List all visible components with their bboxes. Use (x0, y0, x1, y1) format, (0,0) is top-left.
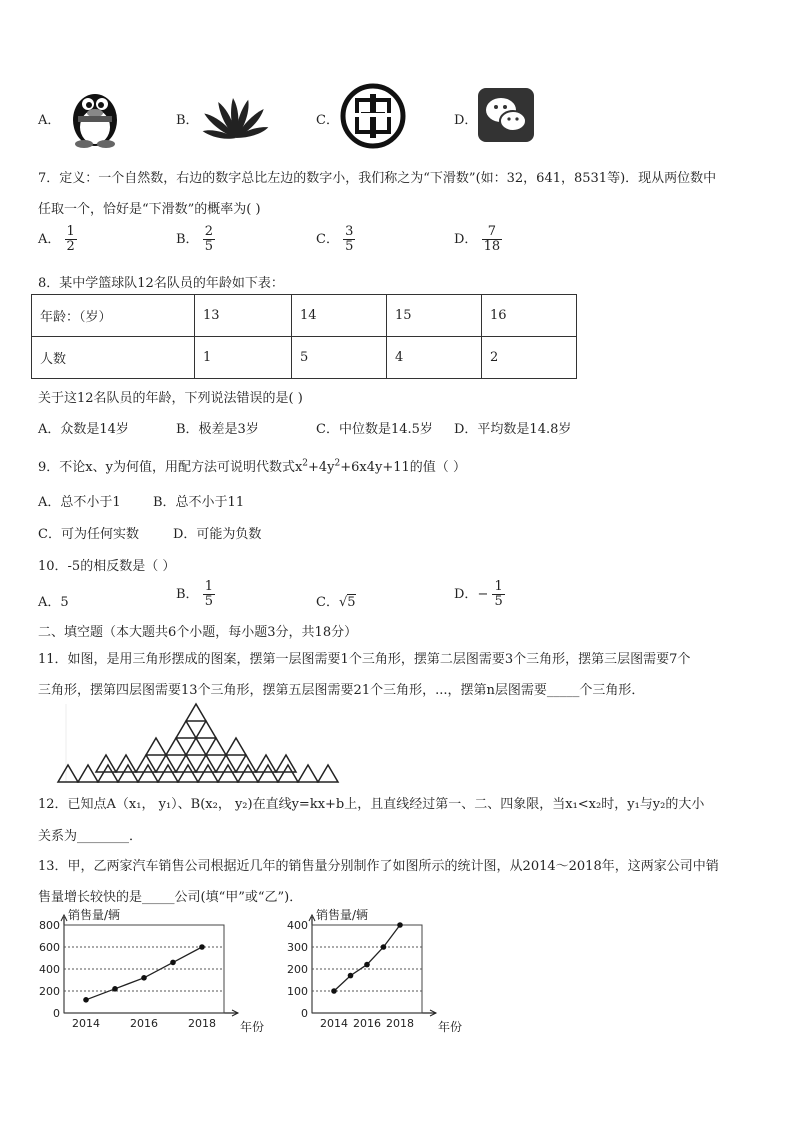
q7-option-d-letter: D． (454, 232, 478, 247)
triangle-pattern-figure (56, 704, 338, 782)
icbc-bank-icon (340, 83, 406, 149)
fraction-den: 5 (204, 594, 213, 609)
fraction-den: 5 (204, 239, 213, 254)
data-point (112, 986, 118, 992)
table-cell: 2 (482, 337, 577, 379)
y-tick-label: 300 (287, 941, 308, 954)
x-tick-label: 2016 (130, 1017, 158, 1030)
table-cell: 13 (195, 295, 292, 337)
q8-question: 关于这12名队员的年龄，下列说法错误的是( ) (38, 391, 303, 406)
q9-stem (38, 456, 466, 475)
y-tick-label: 200 (39, 985, 60, 998)
fraction-num: 3 (345, 224, 354, 239)
triangle (298, 765, 318, 782)
q9-option-a: A．总不小于1 (38, 495, 121, 510)
triangle (98, 765, 118, 782)
superscript: 2 (302, 458, 309, 469)
q10-stem: 10．-5的相反数是（ ） (38, 559, 176, 574)
x-tick-label: 2014 (320, 1017, 348, 1030)
q10-option-c (316, 591, 356, 610)
triangle (178, 765, 198, 782)
data-point (170, 960, 176, 966)
fraction (492, 580, 504, 609)
table-cell: 年龄：（岁） (32, 295, 195, 337)
triangle (258, 765, 278, 782)
triangle (176, 721, 196, 738)
x-tick-label: 2018 (188, 1017, 216, 1030)
q8-option-d: D．平均数是14.8岁 (454, 422, 572, 437)
q9-option-c: C．可为任何实数 (38, 527, 139, 542)
fraction-den: 5 (494, 594, 503, 609)
triangle (318, 765, 338, 782)
y-tick-label: 400 (287, 919, 308, 932)
wechat-icon (478, 88, 534, 142)
triangle (238, 765, 258, 782)
q8-option-b: B．极差是3岁 (176, 422, 259, 437)
table-cell: 5 (292, 337, 387, 379)
y-axis-label: 销售量/辆 (316, 908, 369, 922)
q6-option-d-letter: D． (454, 113, 478, 128)
x-tick-label: 2018 (386, 1017, 414, 1030)
radicand: 5 (347, 595, 356, 610)
q13-line2: 售量增长较快的是_____公司(填“甲”或“乙”)． (38, 890, 303, 905)
x-axis-label: 年份 (438, 1020, 463, 1034)
q12-line1: 12．已知点A（x₁， y₁）、B(x₂， y₂)在直线y=kx+b上，且直线经过第一、二、四象限，当x₁<x₂时，y₁与y₂的大小 (38, 797, 705, 812)
q10-option-d-letter: D． (454, 587, 478, 602)
triangle (58, 765, 78, 782)
triangle (278, 765, 298, 782)
q7-option-b-letter: B． (176, 232, 199, 247)
triangle (196, 721, 216, 738)
q12-line2: 关系为________． (38, 829, 143, 844)
q8-stem: 8．某中学篮球队12名队员的年龄如下表： (38, 276, 284, 291)
x-axis-label: 年份 (240, 1020, 265, 1034)
table-cell: 1 (195, 337, 292, 379)
q7-option-c-letter: C． (316, 232, 339, 247)
x-tick-label: 2014 (72, 1017, 100, 1030)
q9-option-d: D．可能为负数 (173, 527, 262, 542)
superscript: 2 (334, 458, 341, 469)
y-tick-label: 0 (301, 1007, 308, 1020)
data-point (381, 944, 387, 950)
q6-option-c-letter: C． (316, 113, 339, 128)
triangle (226, 738, 246, 755)
fraction-num: 1 (204, 579, 213, 594)
fraction-den: 18 (483, 239, 501, 254)
series-line (86, 947, 202, 1000)
y-axis-label: 销售量/辆 (68, 908, 121, 922)
series-line (334, 925, 400, 991)
x-tick-label: 2016 (353, 1017, 381, 1030)
table-cell: 4 (387, 337, 482, 379)
table-cell: 15 (387, 295, 482, 337)
fraction-num: 1 (66, 224, 75, 239)
q10-option-c-letter: C． (316, 595, 339, 610)
fraction (203, 580, 215, 609)
y-tick-label: 400 (39, 963, 60, 976)
triangle (218, 765, 238, 782)
q6-option-b-letter: B． (176, 113, 199, 128)
triangle (186, 738, 206, 755)
q7-option-a-letter: A． (38, 232, 61, 247)
triangle (206, 738, 226, 755)
q13-line1: 13．甲，乙两家汽车销售公司根据近几年的销售量分别制作了如图所示的统计图，从2014～2018年，这两家公司中销 (38, 859, 719, 874)
q7-option-b (176, 225, 215, 254)
q9-stem-post: +6x4y+11的值（ ） (340, 460, 466, 475)
chart-yi (278, 905, 468, 1035)
q10-option-b-letter: B． (176, 587, 199, 602)
table-cell: 人数 (32, 337, 195, 379)
data-point (199, 944, 205, 950)
q8-option-a: A．众数是14岁 (38, 422, 129, 437)
triangle (158, 765, 178, 782)
q6-option-a-letter: A． (38, 113, 61, 128)
data-point (397, 922, 403, 928)
huawei-icon (202, 92, 270, 140)
q10-option-b (176, 580, 215, 609)
table-cell: 14 (292, 295, 387, 337)
q7-option-c (316, 225, 355, 254)
fraction-den: 2 (66, 239, 75, 254)
triangle (138, 765, 158, 782)
q11-line2: 三角形，摆第四层图需要13个三角形，摆第五层图需要21个三角形，...，摆第n层图需要_____个三角形． (38, 683, 645, 698)
data-point (364, 962, 370, 968)
q7-line2: 任取一个，恰好是“下滑数”的概率为( ) (38, 202, 261, 217)
triangle (198, 765, 218, 782)
fraction (65, 225, 77, 254)
y-tick-label: 200 (287, 963, 308, 976)
q9-option-b: B．总不小于11 (153, 495, 245, 510)
table-row (32, 337, 577, 379)
fraction (482, 225, 503, 254)
y-tick-label: 600 (39, 941, 60, 954)
triangle (78, 765, 98, 782)
age-table (31, 294, 577, 379)
q9-stem-mid: +4y (308, 460, 335, 475)
section-heading: 二、填空题（本大题共6个小题，每小题3分，共18分） (38, 625, 358, 640)
fraction-den: 5 (345, 239, 354, 254)
chart-jia (30, 905, 265, 1035)
q11-line1: 11．如图，是用三角形摆成的图案，摆第一层图需要1个三角形，摆第二层图需要3个三角形，摆第三层图需要7个 (38, 652, 691, 667)
data-point (83, 997, 89, 1003)
triangle (186, 704, 206, 721)
qq-penguin-icon (64, 82, 126, 148)
y-tick-label: 100 (287, 985, 308, 998)
data-point (348, 973, 354, 979)
fraction-num: 2 (204, 224, 213, 239)
q10-option-d (454, 580, 505, 609)
q7-option-a (38, 225, 77, 254)
fraction-num: 7 (482, 225, 503, 240)
fraction (203, 225, 215, 254)
data-point (331, 988, 337, 994)
triangle (166, 738, 186, 755)
q8-option-c: C．中位数是14.5岁 (316, 422, 433, 437)
fraction (343, 225, 355, 254)
data-point (141, 975, 147, 981)
q9-stem-pre: 9．不论x、y为何值，用配方法可说明代数式x (38, 460, 303, 475)
table-cell: 16 (482, 295, 577, 337)
q7-line1: 7．定义：一个自然数，右边的数字总比左边的数字小，我们称之为“下滑数”(如：32，641，8531等)．现从两位数中 (38, 171, 717, 186)
y-tick-label: 0 (53, 1007, 60, 1020)
y-tick-label: 800 (39, 919, 60, 932)
table-row (32, 295, 577, 337)
q7-option-d (454, 225, 502, 254)
minus-sign: − (477, 587, 489, 602)
q10-option-a: A．5 (38, 595, 69, 610)
triangle (118, 765, 138, 782)
triangle (146, 738, 166, 755)
fraction-num: 1 (494, 579, 503, 594)
sqrt-icon: √ (338, 595, 348, 610)
